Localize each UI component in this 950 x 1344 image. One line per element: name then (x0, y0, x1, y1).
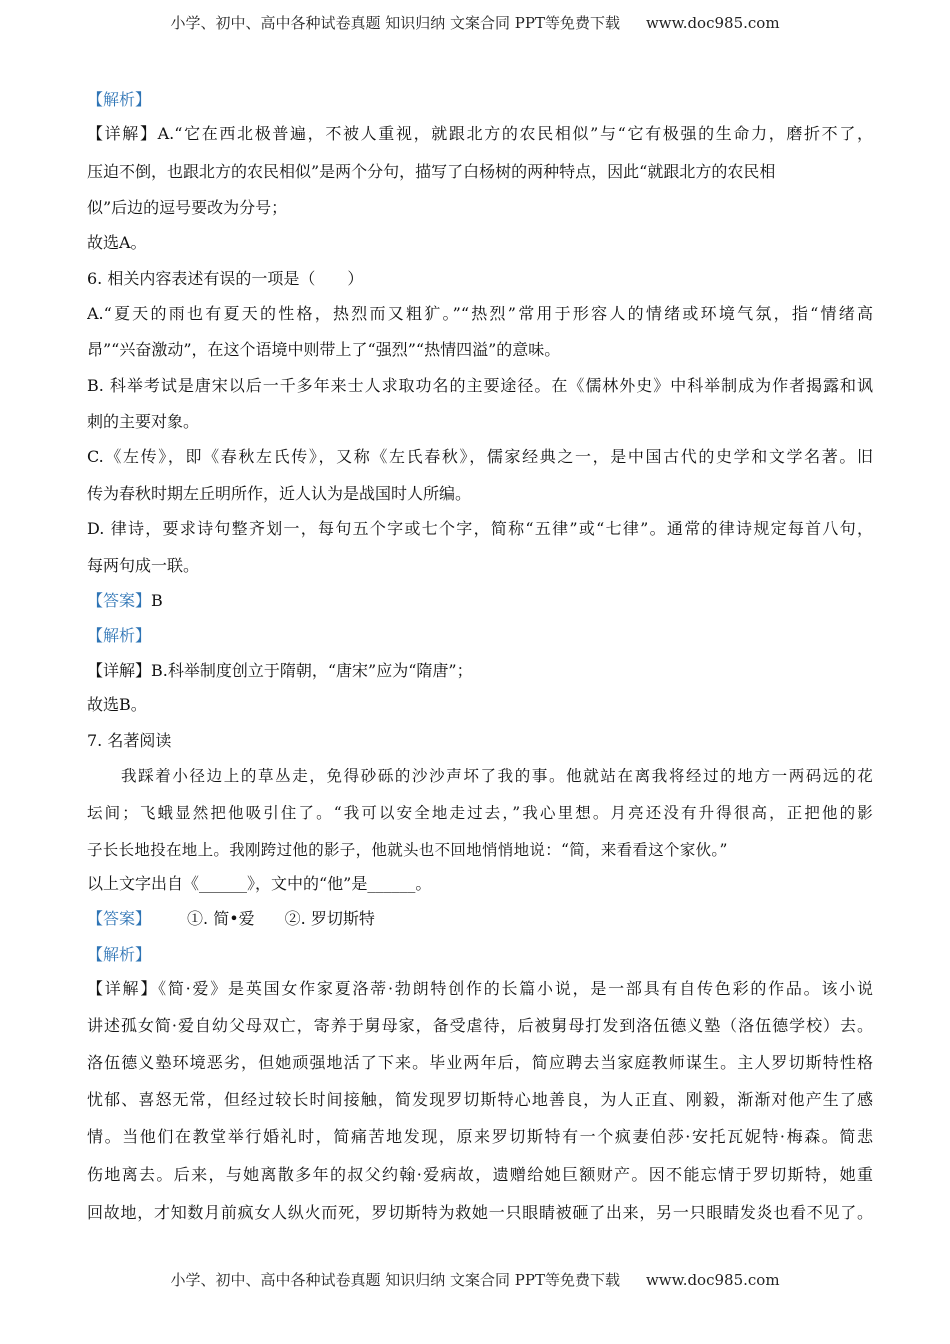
line-text: 昂”“兴奋激动”，在这个语境中则带上了“强烈”“热情四溢”的意味。 (87, 340, 561, 359)
text-line (87, 1164, 873, 1186)
text-line (87, 978, 873, 1000)
footer-site: www.doc985.com (645, 1271, 780, 1289)
line-text: 故选B。 (87, 695, 147, 714)
text-line (87, 411, 873, 433)
section-label: 【解析】 (87, 626, 152, 645)
footer-text: 小学、初中、高中各种试卷真题 知识归纳 文案合同 PPT等免费下载 (170, 1271, 620, 1289)
text-line (87, 375, 873, 397)
section-label: 【解析】 (87, 945, 152, 964)
passage-line (87, 839, 873, 861)
line-text: 刺的主要对象。 (87, 412, 200, 431)
line-text: C.《左传》，即《春秋左氏传》，又称《左氏春秋》，儒家经典之一，是中国古代的史学和文学名著。旧 (87, 447, 873, 466)
line-text: 洛伍德义塾环境恶劣，但她顽强地活了下来。毕业两年后，简应聘去当家庭教师谋生。主人罗切斯特性格 (87, 1053, 873, 1072)
text-line (87, 483, 873, 505)
text-line (87, 873, 873, 895)
line-text: 【详解】《简·爱》是英国女作家夏洛蒂·勃朗特创作的长篇小说，是一部具有自传色彩的作品。该小说 (87, 979, 873, 998)
section-label: 【解析】 (87, 90, 152, 109)
text-line (87, 446, 873, 468)
line-text: 传为春秋时期左丘明所作，近人认为是战国时人所编。 (87, 484, 472, 503)
text-line (87, 660, 873, 682)
text-line (87, 1015, 873, 1037)
text-line (87, 1089, 873, 1111)
text-line (87, 730, 873, 752)
text-line (87, 694, 873, 716)
line-text: 每两句成一联。 (87, 556, 200, 575)
text-line (87, 232, 873, 254)
line-text: 似”后边的逗号要改为分号； (87, 198, 288, 217)
text-line (87, 161, 873, 183)
passage-line (87, 802, 873, 824)
text-line (87, 303, 873, 325)
text-line (87, 123, 873, 145)
line-text: B (151, 591, 163, 610)
header-site: www.doc985.com (645, 14, 780, 32)
line-text: 忧郁、喜怒无常，但经过较长时间接触，简发现罗切斯特心地善良，为人正直、刚毅，渐渐对他产生了感 (87, 1090, 873, 1109)
section-label-line (87, 944, 873, 966)
line-text: 伤地离去。后来，与她离散多年的叔父约翰·爱病故，遗赠给她巨额财产。因不能忘情于罗切斯特，她重 (87, 1165, 873, 1184)
line-text: 以上文字出自《______》，文中的“他”是______。 (87, 874, 432, 893)
passage-line (87, 765, 873, 787)
text-line (87, 1202, 873, 1224)
section-label-line (87, 625, 873, 647)
line-text: 6. 相关内容表述有误的一项是（ ） (87, 269, 364, 288)
text-line (87, 555, 873, 577)
line-text: 坛间；飞蛾显然把他吸引住了。“我可以安全地走过去，”我心里想。月亮还没有升得很高，正把他的影 (87, 804, 873, 822)
text-line (87, 1126, 873, 1148)
header-text: 小学、初中、高中各种试卷真题 知识归纳 文案合同 PPT等免费下载 (170, 14, 620, 32)
page-footer (0, 1269, 950, 1290)
text-line (87, 197, 873, 219)
line-text: 压迫不倒，也跟北方的农民相似”是两个分句，描写了白杨树的两种特点，因此“就跟北方的农民相 (87, 162, 776, 181)
text-line (87, 518, 873, 540)
text-line (87, 1052, 873, 1074)
line-text: 讲述孤女简·爱自幼父母双亡，寄养于舅母家，备受虐待，后被舅母打发到洛伍德义塾（洛伍德学校）去。 (87, 1016, 873, 1035)
answer-item: ①. 简•爱 (187, 909, 255, 928)
line-text: 【详解】B.科举制度创立于隋朝，“唐宋”应为“隋唐”； (87, 661, 473, 680)
section-label-line (87, 908, 873, 930)
text-line (87, 268, 873, 290)
line-text: D. 律诗，要求诗句整齐划一，每句五个字或七个字，简称“五律”或“七律”。通常的律诗规定每首八句， (87, 519, 873, 538)
line-text: 子长长地投在地上。我刚跨过他的影子，他就头也不回地悄悄地说：“简，来看看这个家伙。” (87, 841, 728, 859)
section-label: 【答案】 (87, 591, 152, 610)
line-text: B. 科举考试是唐宋以后一千多年来士人求取功名的主要途径。在《儒林外史》中科举制成为作者揭露和讽 (87, 376, 873, 395)
line-text: 我踩着小径边上的草丛走，免得砂砾的沙沙声坏了我的事。他就站在离我将经过的地方一两码远的花 (121, 767, 873, 785)
section-label: 【答案】 (87, 909, 152, 928)
line-text: 故选A。 (87, 233, 147, 252)
line-text: A.“夏天的雨也有夏天的性格，热烈而又粗犷。”“热烈”常用于形容人的情绪或环境气氛，指“情绪高 (87, 304, 873, 323)
page-header (0, 12, 950, 33)
line-text: 7. 名著阅读 (87, 731, 172, 750)
line-text: 回故地，才知数月前疯女人纵火而死，罗切斯特为救她一只眼睛被砸了出来，另一只眼睛发炎也看不见了。 (87, 1203, 873, 1222)
section-label-line (87, 590, 873, 612)
line-text: 情。当他们在教堂举行婚礼时，简痛苦地发现，原来罗切斯特有一个疯妻伯莎·安托瓦妮特·梅森。简悲 (87, 1127, 873, 1146)
text-line (87, 339, 873, 361)
section-label-line (87, 89, 873, 111)
answer-item: ②. 罗切斯特 (284, 909, 375, 928)
line-text: 【详解】A.“它在西北极普遍，不被人重视，就跟北方的农民相似”与“它有极强的生命力，磨折不了， (87, 124, 873, 143)
